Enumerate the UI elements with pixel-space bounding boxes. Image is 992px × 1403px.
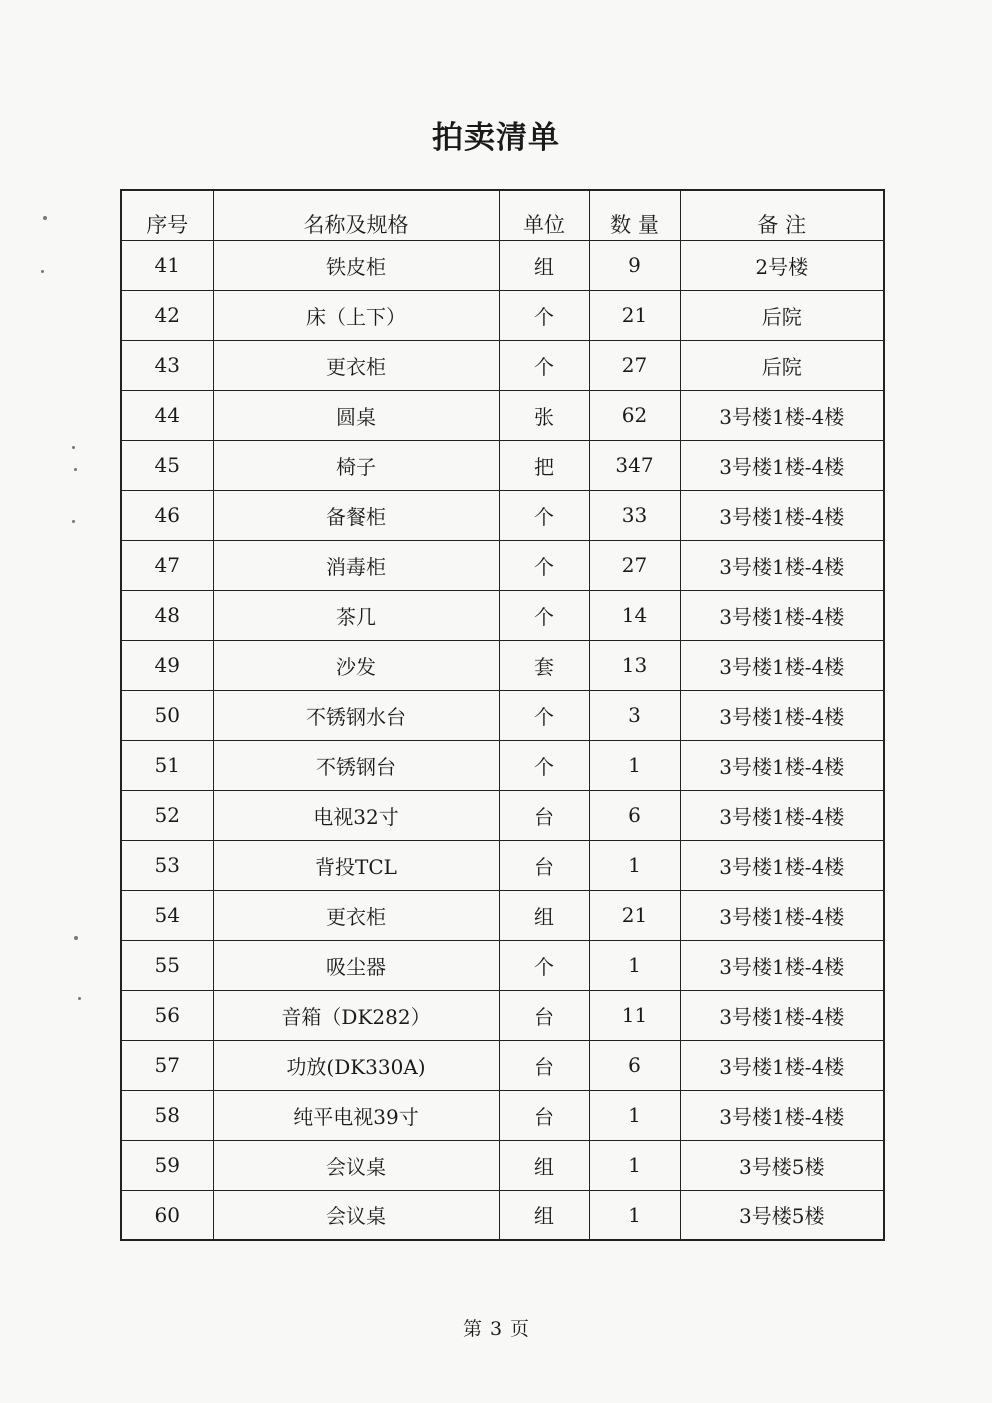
footer-prefix: 第 <box>462 1318 482 1340</box>
cell-name-spec: 沙发 <box>213 640 499 690</box>
cell-quantity: 21 <box>589 890 680 940</box>
cell-number: 59 <box>121 1140 213 1190</box>
cell-unit: 台 <box>499 790 589 840</box>
cell-name-spec: 更衣柜 <box>213 340 499 390</box>
table-row <box>121 490 884 540</box>
cell-name-spec: 会议桌 <box>213 1140 499 1190</box>
cell-name-spec: 功放(DK330A) <box>213 1040 499 1090</box>
table-row <box>121 1190 884 1240</box>
cell-number: 60 <box>121 1190 213 1240</box>
cell-number: 56 <box>121 990 213 1040</box>
cell-unit: 组 <box>499 1140 589 1190</box>
cell-name-spec: 不锈钢水台 <box>213 690 499 740</box>
page-number: 3 <box>489 1318 503 1340</box>
cell-remarks: 3号楼1楼-4楼 <box>680 690 884 740</box>
cell-unit: 组 <box>499 1190 589 1240</box>
table-row <box>121 590 884 640</box>
cell-unit: 台 <box>499 1090 589 1140</box>
cell-number: 50 <box>121 690 213 740</box>
table-row <box>121 890 884 940</box>
table-row <box>121 790 884 840</box>
cell-unit: 套 <box>499 640 589 690</box>
cell-unit: 个 <box>499 490 589 540</box>
cell-unit: 个 <box>499 590 589 640</box>
table-row <box>121 940 884 990</box>
auction-list-table <box>120 189 885 1241</box>
cell-name-spec: 背投TCL <box>213 840 499 890</box>
cell-quantity: 14 <box>589 590 680 640</box>
cell-number: 55 <box>121 940 213 990</box>
table-row <box>121 290 884 340</box>
cell-name-spec: 音箱（DK282） <box>213 990 499 1040</box>
cell-unit: 台 <box>499 840 589 890</box>
cell-number: 45 <box>121 440 213 490</box>
cell-quantity: 1 <box>589 1190 680 1240</box>
cell-quantity: 11 <box>589 990 680 1040</box>
scan-speck <box>72 446 75 449</box>
cell-number: 49 <box>121 640 213 690</box>
header-remarks: 备 注 <box>680 190 884 240</box>
table-row <box>121 540 884 590</box>
cell-quantity: 27 <box>589 540 680 590</box>
cell-name-spec: 床（上下） <box>213 290 499 340</box>
cell-remarks: 3号楼1楼-4楼 <box>680 840 884 890</box>
cell-remarks: 2号楼 <box>680 240 884 290</box>
cell-quantity: 1 <box>589 1090 680 1140</box>
cell-unit: 个 <box>499 690 589 740</box>
cell-name-spec: 吸尘器 <box>213 940 499 990</box>
cell-number: 54 <box>121 890 213 940</box>
cell-number: 46 <box>121 490 213 540</box>
cell-unit: 台 <box>499 990 589 1040</box>
cell-remarks: 3号楼1楼-4楼 <box>680 1090 884 1140</box>
footer-suffix: 页 <box>510 1318 530 1340</box>
cell-quantity: 9 <box>589 240 680 290</box>
table-row <box>121 740 884 790</box>
cell-name-spec: 纯平电视39寸 <box>213 1090 499 1140</box>
header-number: 序号 <box>121 190 213 240</box>
scan-speck <box>41 270 44 273</box>
cell-name-spec: 椅子 <box>213 440 499 490</box>
table-row <box>121 690 884 740</box>
cell-remarks: 3号楼1楼-4楼 <box>680 590 884 640</box>
cell-quantity: 21 <box>589 290 680 340</box>
table-row <box>121 840 884 890</box>
table-row <box>121 640 884 690</box>
cell-remarks: 3号楼1楼-4楼 <box>680 740 884 790</box>
cell-name-spec: 更衣柜 <box>213 890 499 940</box>
cell-name-spec: 不锈钢台 <box>213 740 499 790</box>
table-row <box>121 440 884 490</box>
scan-speck <box>74 936 78 940</box>
cell-quantity: 3 <box>589 690 680 740</box>
cell-quantity: 1 <box>589 940 680 990</box>
cell-unit: 个 <box>499 940 589 990</box>
table-row <box>121 1040 884 1090</box>
cell-quantity: 13 <box>589 640 680 690</box>
cell-name-spec: 电视32寸 <box>213 790 499 840</box>
cell-remarks: 3号楼5楼 <box>680 1190 884 1240</box>
header-name-spec: 名称及规格 <box>213 190 499 240</box>
cell-number: 41 <box>121 240 213 290</box>
cell-remarks: 3号楼1楼-4楼 <box>680 890 884 940</box>
cell-quantity: 6 <box>589 1040 680 1090</box>
cell-quantity: 1 <box>589 840 680 890</box>
cell-unit: 个 <box>499 340 589 390</box>
cell-remarks: 3号楼1楼-4楼 <box>680 440 884 490</box>
cell-remarks: 3号楼5楼 <box>680 1140 884 1190</box>
cell-number: 53 <box>121 840 213 890</box>
cell-quantity: 1 <box>589 740 680 790</box>
cell-number: 48 <box>121 590 213 640</box>
cell-number: 43 <box>121 340 213 390</box>
cell-quantity: 62 <box>589 390 680 440</box>
page-footer <box>0 1314 992 1341</box>
cell-number: 57 <box>121 1040 213 1090</box>
cell-unit: 组 <box>499 240 589 290</box>
header-quantity: 数 量 <box>589 190 680 240</box>
cell-name-spec: 圆桌 <box>213 390 499 440</box>
scan-speck <box>78 997 81 1000</box>
cell-quantity: 347 <box>589 440 680 490</box>
table-row <box>121 340 884 390</box>
table-row <box>121 1140 884 1190</box>
cell-unit: 个 <box>499 540 589 590</box>
table-row <box>121 390 884 440</box>
table-row <box>121 240 884 290</box>
cell-remarks: 3号楼1楼-4楼 <box>680 940 884 990</box>
cell-quantity: 1 <box>589 1140 680 1190</box>
cell-number: 47 <box>121 540 213 590</box>
table-row <box>121 1090 884 1140</box>
cell-name-spec: 会议桌 <box>213 1190 499 1240</box>
cell-name-spec: 茶几 <box>213 590 499 640</box>
cell-unit: 个 <box>499 740 589 790</box>
cell-remarks: 3号楼1楼-4楼 <box>680 1040 884 1090</box>
cell-number: 42 <box>121 290 213 340</box>
cell-quantity: 33 <box>589 490 680 540</box>
cell-remarks: 后院 <box>680 290 884 340</box>
cell-number: 51 <box>121 740 213 790</box>
cell-number: 52 <box>121 790 213 840</box>
scan-speck <box>43 216 47 220</box>
cell-quantity: 6 <box>589 790 680 840</box>
cell-number: 58 <box>121 1090 213 1140</box>
table-body <box>121 240 884 1240</box>
cell-remarks: 3号楼1楼-4楼 <box>680 540 884 590</box>
cell-number: 44 <box>121 390 213 440</box>
cell-unit: 把 <box>499 440 589 490</box>
cell-name-spec: 铁皮柜 <box>213 240 499 290</box>
cell-unit: 张 <box>499 390 589 440</box>
table-row <box>121 990 884 1040</box>
cell-remarks: 3号楼1楼-4楼 <box>680 490 884 540</box>
document-title: 拍卖清单 <box>432 120 560 156</box>
cell-name-spec: 消毒柜 <box>213 540 499 590</box>
cell-quantity: 27 <box>589 340 680 390</box>
scan-speck <box>74 468 77 471</box>
cell-unit: 组 <box>499 890 589 940</box>
cell-name-spec: 备餐柜 <box>213 490 499 540</box>
cell-unit: 个 <box>499 290 589 340</box>
cell-unit: 台 <box>499 1040 589 1090</box>
scan-speck <box>72 520 75 523</box>
cell-remarks: 3号楼1楼-4楼 <box>680 990 884 1040</box>
cell-remarks: 3号楼1楼-4楼 <box>680 640 884 690</box>
cell-remarks: 3号楼1楼-4楼 <box>680 790 884 840</box>
cell-remarks: 3号楼1楼-4楼 <box>680 390 884 440</box>
header-unit: 单位 <box>499 190 589 240</box>
table-header-row <box>121 190 884 240</box>
cell-remarks: 后院 <box>680 340 884 390</box>
